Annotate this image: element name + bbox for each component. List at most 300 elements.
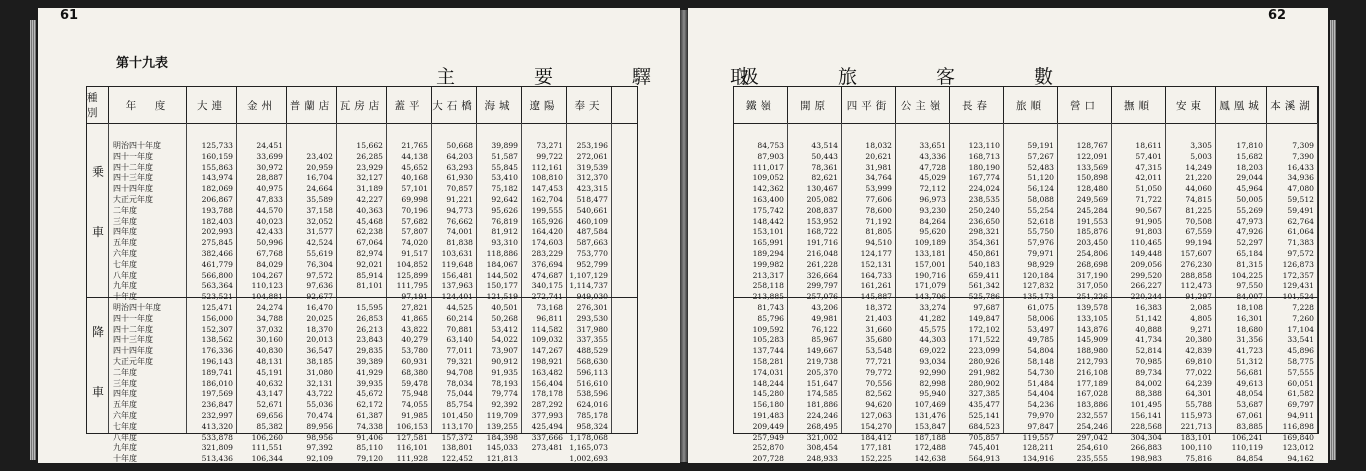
value-cell: 172,488 — [914, 443, 946, 453]
value-cell: 7,309 — [1292, 141, 1314, 150]
value-cell: 125,733 — [201, 141, 233, 150]
value-cell: 98,956 — [306, 432, 333, 442]
value-cell: 209,449 — [752, 421, 784, 431]
value-cell: 18,108 — [1236, 303, 1263, 312]
value-cell: 31,577 — [306, 227, 333, 237]
year-cell: 三年度 — [113, 378, 137, 388]
value-cell: 97,392 — [306, 443, 333, 453]
value-cell — [522, 454, 563, 465]
value-cell: 31,080 — [306, 367, 333, 377]
value-cell: 106,153 — [396, 421, 428, 431]
value-cell: 91,406 — [356, 432, 383, 442]
value-cell: 164,420 — [531, 227, 563, 237]
value-cell: 152,225 — [860, 454, 892, 464]
value-cell: 45,191 — [256, 367, 283, 377]
value-cell: 474,687 — [531, 270, 563, 280]
value-cell: 89,734 — [1135, 367, 1162, 377]
value-cell: 64,203 — [446, 151, 473, 161]
value-cell: 18,032 — [865, 141, 892, 150]
value-cell: 156,180 — [752, 400, 784, 410]
value-cell: 55,750 — [1027, 227, 1054, 237]
year-cell: 七年度 — [113, 421, 137, 431]
values-lower — [387, 303, 431, 465]
value-cell: 109,032 — [531, 335, 563, 345]
values-upper — [842, 141, 895, 303]
value-cell: 317,190 — [1076, 270, 1108, 280]
value-cell: 121,519 — [486, 292, 518, 302]
value-cell: 64,301 — [1185, 389, 1212, 399]
value-cell: 69,810 — [1185, 356, 1212, 366]
value-cell: 43,147 — [256, 389, 283, 399]
value-cell: 533,878 — [201, 432, 233, 442]
value-cell: 81,805 — [865, 227, 892, 237]
value-cell: 38,185 — [306, 356, 333, 366]
value-cell: 104,881 — [251, 292, 283, 302]
value-cell: 157,001 — [914, 259, 946, 269]
value-cell: 272,061 — [576, 151, 608, 161]
value-cell: 254,610 — [1076, 443, 1108, 453]
value-cell: 153,101 — [752, 227, 784, 237]
value-cell: 596,113 — [576, 367, 608, 377]
value-cell: 114,582 — [531, 324, 563, 334]
value-cell: 70,196 — [401, 205, 428, 215]
col-header: 營口 — [1058, 87, 1112, 123]
values-lower — [896, 303, 949, 465]
values-lower — [1267, 303, 1317, 465]
value-cell: 118,886 — [486, 248, 518, 258]
years-upper — [109, 141, 186, 303]
value-cell: 58,775 — [1287, 356, 1314, 366]
values-upper — [1004, 141, 1057, 303]
value-cell: 31,189 — [356, 184, 383, 194]
value-cell: 18,611 — [1135, 141, 1162, 150]
value-cell: 785,178 — [576, 410, 608, 420]
value-cell: 41,929 — [356, 367, 383, 377]
value-cell: 45,652 — [401, 162, 428, 172]
value-cell: 68,380 — [401, 367, 428, 377]
left-table — [86, 86, 638, 464]
value-cell: 52,483 — [1027, 162, 1054, 172]
values-upper — [337, 141, 386, 303]
value-cell: 949,030 — [576, 292, 608, 302]
data-column — [522, 123, 567, 453]
value-cell: 266,883 — [1130, 443, 1162, 453]
value-cell: 205,370 — [806, 367, 838, 377]
value-cell: 110,465 — [1130, 238, 1162, 248]
value-cell: 304,304 — [1130, 432, 1162, 442]
year-cell: 大正元年度 — [113, 194, 153, 204]
value-cell: 168,713 — [968, 151, 1000, 161]
value-cell: 48,054 — [1236, 389, 1263, 399]
value-cell: 3,305 — [1190, 141, 1212, 150]
value-cell: 90,567 — [1135, 205, 1162, 215]
col-header: 旅順 — [1004, 87, 1058, 123]
value-cell: 157,372 — [441, 432, 473, 442]
value-cell: 84,854 — [1236, 454, 1263, 464]
value-cell: 91,221 — [446, 194, 473, 204]
value-cell: 76,662 — [446, 216, 473, 226]
col-header: 大石橋 — [432, 87, 477, 123]
value-cell: 177,189 — [1076, 378, 1108, 388]
value-cell: 59,491 — [1287, 205, 1314, 215]
value-cell: 101,495 — [1130, 400, 1162, 410]
value-cell: 276,230 — [1180, 259, 1212, 269]
value-cell: 81,225 — [1185, 205, 1212, 215]
value-cell: 52,814 — [1135, 346, 1162, 356]
value-cell: 70,857 — [446, 184, 473, 194]
value-cell: 164,733 — [860, 270, 892, 280]
value-cell: 147,453 — [531, 184, 563, 194]
value-cell: 92,021 — [356, 259, 383, 269]
data-column — [287, 123, 337, 464]
value-cell: 70,985 — [1135, 356, 1162, 366]
value-cell: 116,898 — [1282, 421, 1314, 431]
value-cell: 45,964 — [1236, 184, 1263, 194]
value-cell: 165,926 — [531, 216, 563, 226]
value-cell: 41,865 — [401, 313, 428, 323]
value-cell: 288,858 — [1180, 270, 1212, 280]
value-cell: 21,765 — [401, 141, 428, 150]
value-cell: 82,974 — [356, 248, 383, 258]
year-cell: 六年度 — [113, 248, 137, 258]
value-cell: 317,980 — [576, 324, 608, 334]
value-cell: 248,933 — [806, 454, 838, 464]
value-cell: 79,120 — [356, 454, 383, 464]
value-cell: 156,141 — [1130, 410, 1162, 420]
value-cell: 83,885 — [1236, 421, 1263, 431]
value-cell: 100,110 — [1180, 443, 1212, 453]
value-cell: 42,011 — [1135, 173, 1162, 183]
value-cell: 2,085 — [1190, 303, 1212, 312]
side-label-lower: 降 — [91, 325, 104, 339]
value-cell: 28,887 — [256, 173, 283, 183]
values-upper — [387, 141, 431, 303]
value-cell: 111,795 — [396, 281, 428, 291]
value-cell: 45,468 — [356, 216, 383, 226]
values-lower — [287, 303, 336, 465]
value-cell: 111,928 — [396, 454, 428, 464]
value-cell: 376,694 — [531, 259, 563, 269]
value-cell: 184,412 — [860, 432, 892, 442]
value-cell: 184,398 — [486, 432, 518, 442]
data-column — [1004, 123, 1058, 464]
value-cell: 203,450 — [1076, 238, 1108, 248]
value-cell: 79,971 — [1027, 248, 1054, 258]
value-cell: 44,303 — [919, 335, 946, 345]
value-cell: 172,357 — [1282, 270, 1314, 280]
value-cell: 27,821 — [401, 303, 428, 312]
values-lower — [950, 303, 1003, 465]
value-cell: 51,120 — [1027, 173, 1054, 183]
value-cell: 40,279 — [401, 335, 428, 345]
table-label: 第十九表 — [116, 56, 169, 71]
data-column — [896, 123, 950, 464]
header-row — [87, 87, 637, 124]
value-cell: 198,983 — [1130, 454, 1162, 464]
year-cell: 十年度 — [113, 454, 137, 464]
value-cell: 252,870 — [752, 443, 784, 453]
value-cell: 82,998 — [919, 378, 946, 388]
value-cell: 354,361 — [968, 238, 1000, 248]
value-cell: 172,102 — [968, 324, 1000, 334]
value-cell: 261,228 — [806, 259, 838, 269]
value-cell: 127,581 — [396, 432, 428, 442]
value-cell: 291,982 — [968, 367, 1000, 377]
value-cell: 47,080 — [1287, 184, 1314, 194]
data-column — [567, 123, 612, 464]
value-cell: 175,742 — [752, 205, 784, 215]
value-cell: 41,282 — [919, 313, 946, 323]
data-column — [1058, 123, 1112, 464]
value-cell: 69,656 — [256, 410, 283, 420]
value-cell: 85,382 — [256, 421, 283, 431]
value-cell: 33,699 — [256, 151, 283, 161]
value-cell: 624,016 — [576, 400, 608, 410]
value-cell: 178,178 — [531, 389, 563, 399]
year-cell: 八年度 — [113, 270, 137, 280]
value-cell: 191,716 — [806, 238, 838, 248]
value-cell: 59,478 — [401, 378, 428, 388]
values-upper — [237, 141, 286, 303]
value-cell: 70,508 — [1185, 216, 1212, 226]
value-cell: 280,926 — [968, 356, 1000, 366]
value-cell: 249,569 — [1076, 194, 1108, 204]
value-cell: 43,822 — [401, 324, 428, 334]
value-cell: 189,741 — [201, 367, 233, 377]
col-header: 普蘭店 — [287, 87, 337, 123]
value-cell: 199,555 — [531, 205, 563, 215]
value-cell: 91,803 — [1135, 227, 1162, 237]
value-cell: 4,805 — [1190, 313, 1212, 323]
section-divider — [87, 297, 637, 298]
value-cell: 40,501 — [491, 303, 518, 312]
value-cell: 104,225 — [1231, 270, 1263, 280]
year-cell: 四十四年度 — [113, 184, 153, 194]
value-cell: 145,033 — [486, 443, 518, 453]
values-upper — [522, 141, 566, 303]
value-cell: 47,973 — [1236, 216, 1263, 226]
value-cell: 52,297 — [1236, 238, 1263, 248]
value-cell: 34,764 — [865, 173, 892, 183]
value-cell: 133,181 — [914, 248, 946, 258]
value-cell: 99,194 — [1185, 238, 1212, 248]
value-cell: 753,770 — [576, 248, 608, 258]
value-cell: 36,547 — [306, 346, 333, 356]
value-cell: 137,744 — [752, 346, 784, 356]
value-cell: 523,521 — [201, 292, 233, 302]
value-cell: 60,931 — [401, 356, 428, 366]
value-cell: 55,254 — [1027, 205, 1054, 215]
data-column — [788, 123, 842, 464]
value-cell: 152,307 — [201, 324, 233, 334]
value-cell: 54,730 — [1027, 367, 1054, 377]
year-cell: 五年度 — [113, 400, 137, 410]
data-column — [1112, 123, 1166, 464]
value-cell: 659,411 — [968, 270, 1000, 280]
value-cell: 79,774 — [491, 389, 518, 399]
value-cell: 125,471 — [201, 303, 233, 312]
col-header: 金州 — [237, 87, 287, 123]
value-cell: 221,713 — [1180, 421, 1212, 431]
value-cell: 97,550 — [1236, 281, 1263, 291]
value-cell: 563,364 — [201, 281, 233, 291]
year-header: 年 度 — [109, 87, 187, 123]
value-cell: 76,819 — [491, 216, 518, 226]
value-cell: 55,036 — [306, 400, 333, 410]
value-cell: 94,773 — [446, 205, 473, 215]
value-cell: 53,412 — [491, 324, 518, 334]
value-cell: 29,044 — [1236, 173, 1263, 183]
value-cell: 162,704 — [531, 194, 563, 204]
value-cell: 30,160 — [256, 335, 283, 345]
value-cell: 525,141 — [968, 410, 1000, 420]
value-cell: 85,110 — [356, 443, 383, 453]
value-cell: 50,443 — [811, 151, 838, 161]
value-cell: 67,768 — [256, 248, 283, 258]
value-cell: 61,064 — [1287, 227, 1314, 237]
value-cell: 566,800 — [201, 270, 233, 280]
value-cell: 57,101 — [401, 184, 428, 194]
value-cell: 32,127 — [356, 173, 383, 183]
value-cell: 150,177 — [486, 281, 518, 291]
year-cell: 四十三年度 — [113, 335, 153, 345]
value-cell: 135,173 — [1022, 292, 1054, 302]
year-cell: 四十二年度 — [113, 324, 153, 334]
value-cell: 62,172 — [356, 400, 383, 410]
value-cell: 111,017 — [752, 162, 784, 172]
value-cell: 105,283 — [752, 335, 784, 345]
value-cell: 71,722 — [1135, 194, 1162, 204]
value-cell: 119,557 — [1022, 432, 1054, 442]
value-cell: 85,967 — [811, 335, 838, 345]
value-cell: 47,728 — [919, 162, 946, 172]
value-cell: 57,267 — [1027, 151, 1054, 161]
value-cell: 139,578 — [1076, 303, 1108, 312]
value-cell: 67,559 — [1185, 227, 1212, 237]
value-cell: 106,344 — [251, 454, 283, 464]
value-cell: 110,119 — [1231, 443, 1263, 453]
value-cell: 75,182 — [491, 184, 518, 194]
value-cell: 99,722 — [536, 151, 563, 161]
value-cell: 138,801 — [441, 443, 473, 453]
value-cell: 16,704 — [306, 173, 333, 183]
data-column — [432, 123, 477, 464]
values-upper — [896, 141, 949, 303]
value-cell: 487,584 — [576, 227, 608, 237]
value-cell: 63,140 — [446, 335, 473, 345]
value-cell: 40,888 — [1135, 324, 1162, 334]
value-cell: 93,310 — [491, 238, 518, 248]
data-column — [1166, 123, 1216, 464]
value-cell: 319,539 — [576, 162, 608, 172]
value-cell: 9,271 — [1190, 324, 1212, 334]
value-cell: 74,055 — [401, 400, 428, 410]
value-cell: 177,181 — [860, 443, 892, 453]
value-cell: 163,482 — [531, 367, 563, 377]
value-cell: 253,196 — [576, 141, 608, 150]
value-cell: 42,227 — [356, 194, 383, 204]
values-upper — [432, 141, 476, 303]
data-column — [337, 123, 387, 464]
value-cell: 377,993 — [531, 410, 563, 420]
value-cell: 196,143 — [201, 356, 233, 366]
value-cell: 58,088 — [1027, 194, 1054, 204]
value-cell: 7,390 — [1292, 151, 1314, 161]
value-cell: 75,044 — [446, 389, 473, 399]
value-cell: 21,403 — [865, 313, 892, 323]
value-cell: 40,023 — [256, 216, 283, 226]
values-lower — [1004, 303, 1057, 465]
value-cell: 413,320 — [201, 421, 233, 431]
value-cell: 298,321 — [968, 227, 1000, 237]
value-cell: 54,404 — [1027, 389, 1054, 399]
year-cell: 四年度 — [113, 227, 137, 237]
data-column — [950, 123, 1004, 464]
value-cell: 18,680 — [1236, 324, 1263, 334]
value-cell: 20,621 — [865, 151, 892, 161]
value-cell: 35,589 — [306, 194, 333, 204]
value-cell: 81,315 — [1236, 259, 1263, 269]
values-lower — [237, 303, 286, 465]
value-cell: 142,638 — [914, 454, 946, 464]
value-cell: 73,168 — [536, 303, 563, 312]
value-cell: 30,972 — [256, 162, 283, 172]
value-cell: 321,809 — [201, 443, 233, 453]
value-cell: 23,843 — [356, 335, 383, 345]
value-cell: 21,220 — [1185, 173, 1212, 183]
value-cell: 60,214 — [446, 313, 473, 323]
value-cell: 123,012 — [1282, 443, 1314, 453]
value-cell: 216,048 — [806, 248, 838, 258]
value-cell: 26,213 — [356, 324, 383, 334]
year-cell: 十年度 — [113, 292, 137, 302]
value-cell: 33,274 — [919, 303, 946, 312]
value-cell: 15,682 — [1236, 151, 1263, 161]
value-cell: 97,636 — [306, 281, 333, 291]
col-header: 鳳凰城 — [1216, 87, 1267, 123]
year-cell: 九年度 — [113, 443, 137, 453]
value-cell: 81,101 — [356, 281, 383, 291]
values-lower — [1112, 303, 1165, 465]
value-cell: 538,596 — [576, 389, 608, 399]
value-cell: 488,529 — [576, 346, 608, 356]
values-upper — [567, 141, 611, 303]
value-cell: 74,815 — [1185, 194, 1212, 204]
value-cell: 181,886 — [806, 400, 838, 410]
value-cell: 113,170 — [441, 421, 473, 431]
year-cell: 明治四十年度 — [113, 303, 161, 312]
value-cell: 1,107,129 — [569, 270, 608, 280]
year-cell: 三年度 — [113, 216, 137, 226]
value-cell: 71,383 — [1287, 238, 1314, 248]
value-cell: 128,767 — [1076, 141, 1108, 150]
value-cell: 92,677 — [306, 292, 333, 302]
values-upper — [287, 141, 336, 303]
value-cell: 85,914 — [356, 270, 383, 280]
value-cell: 94,620 — [865, 400, 892, 410]
value-cell: 112,473 — [1180, 281, 1212, 291]
values-upper — [1216, 141, 1266, 303]
col-header: 瓦房店 — [337, 87, 387, 123]
value-cell: 37,032 — [256, 324, 283, 334]
value-cell: 207,728 — [752, 454, 784, 464]
value-cell: 209,056 — [1130, 259, 1162, 269]
value-cell: 23,402 — [306, 151, 333, 161]
value-cell: 153,952 — [806, 216, 838, 226]
value-cell: 57,555 — [1287, 367, 1314, 377]
right-page-edge — [1330, 20, 1336, 460]
value-cell: 106,260 — [251, 432, 283, 442]
